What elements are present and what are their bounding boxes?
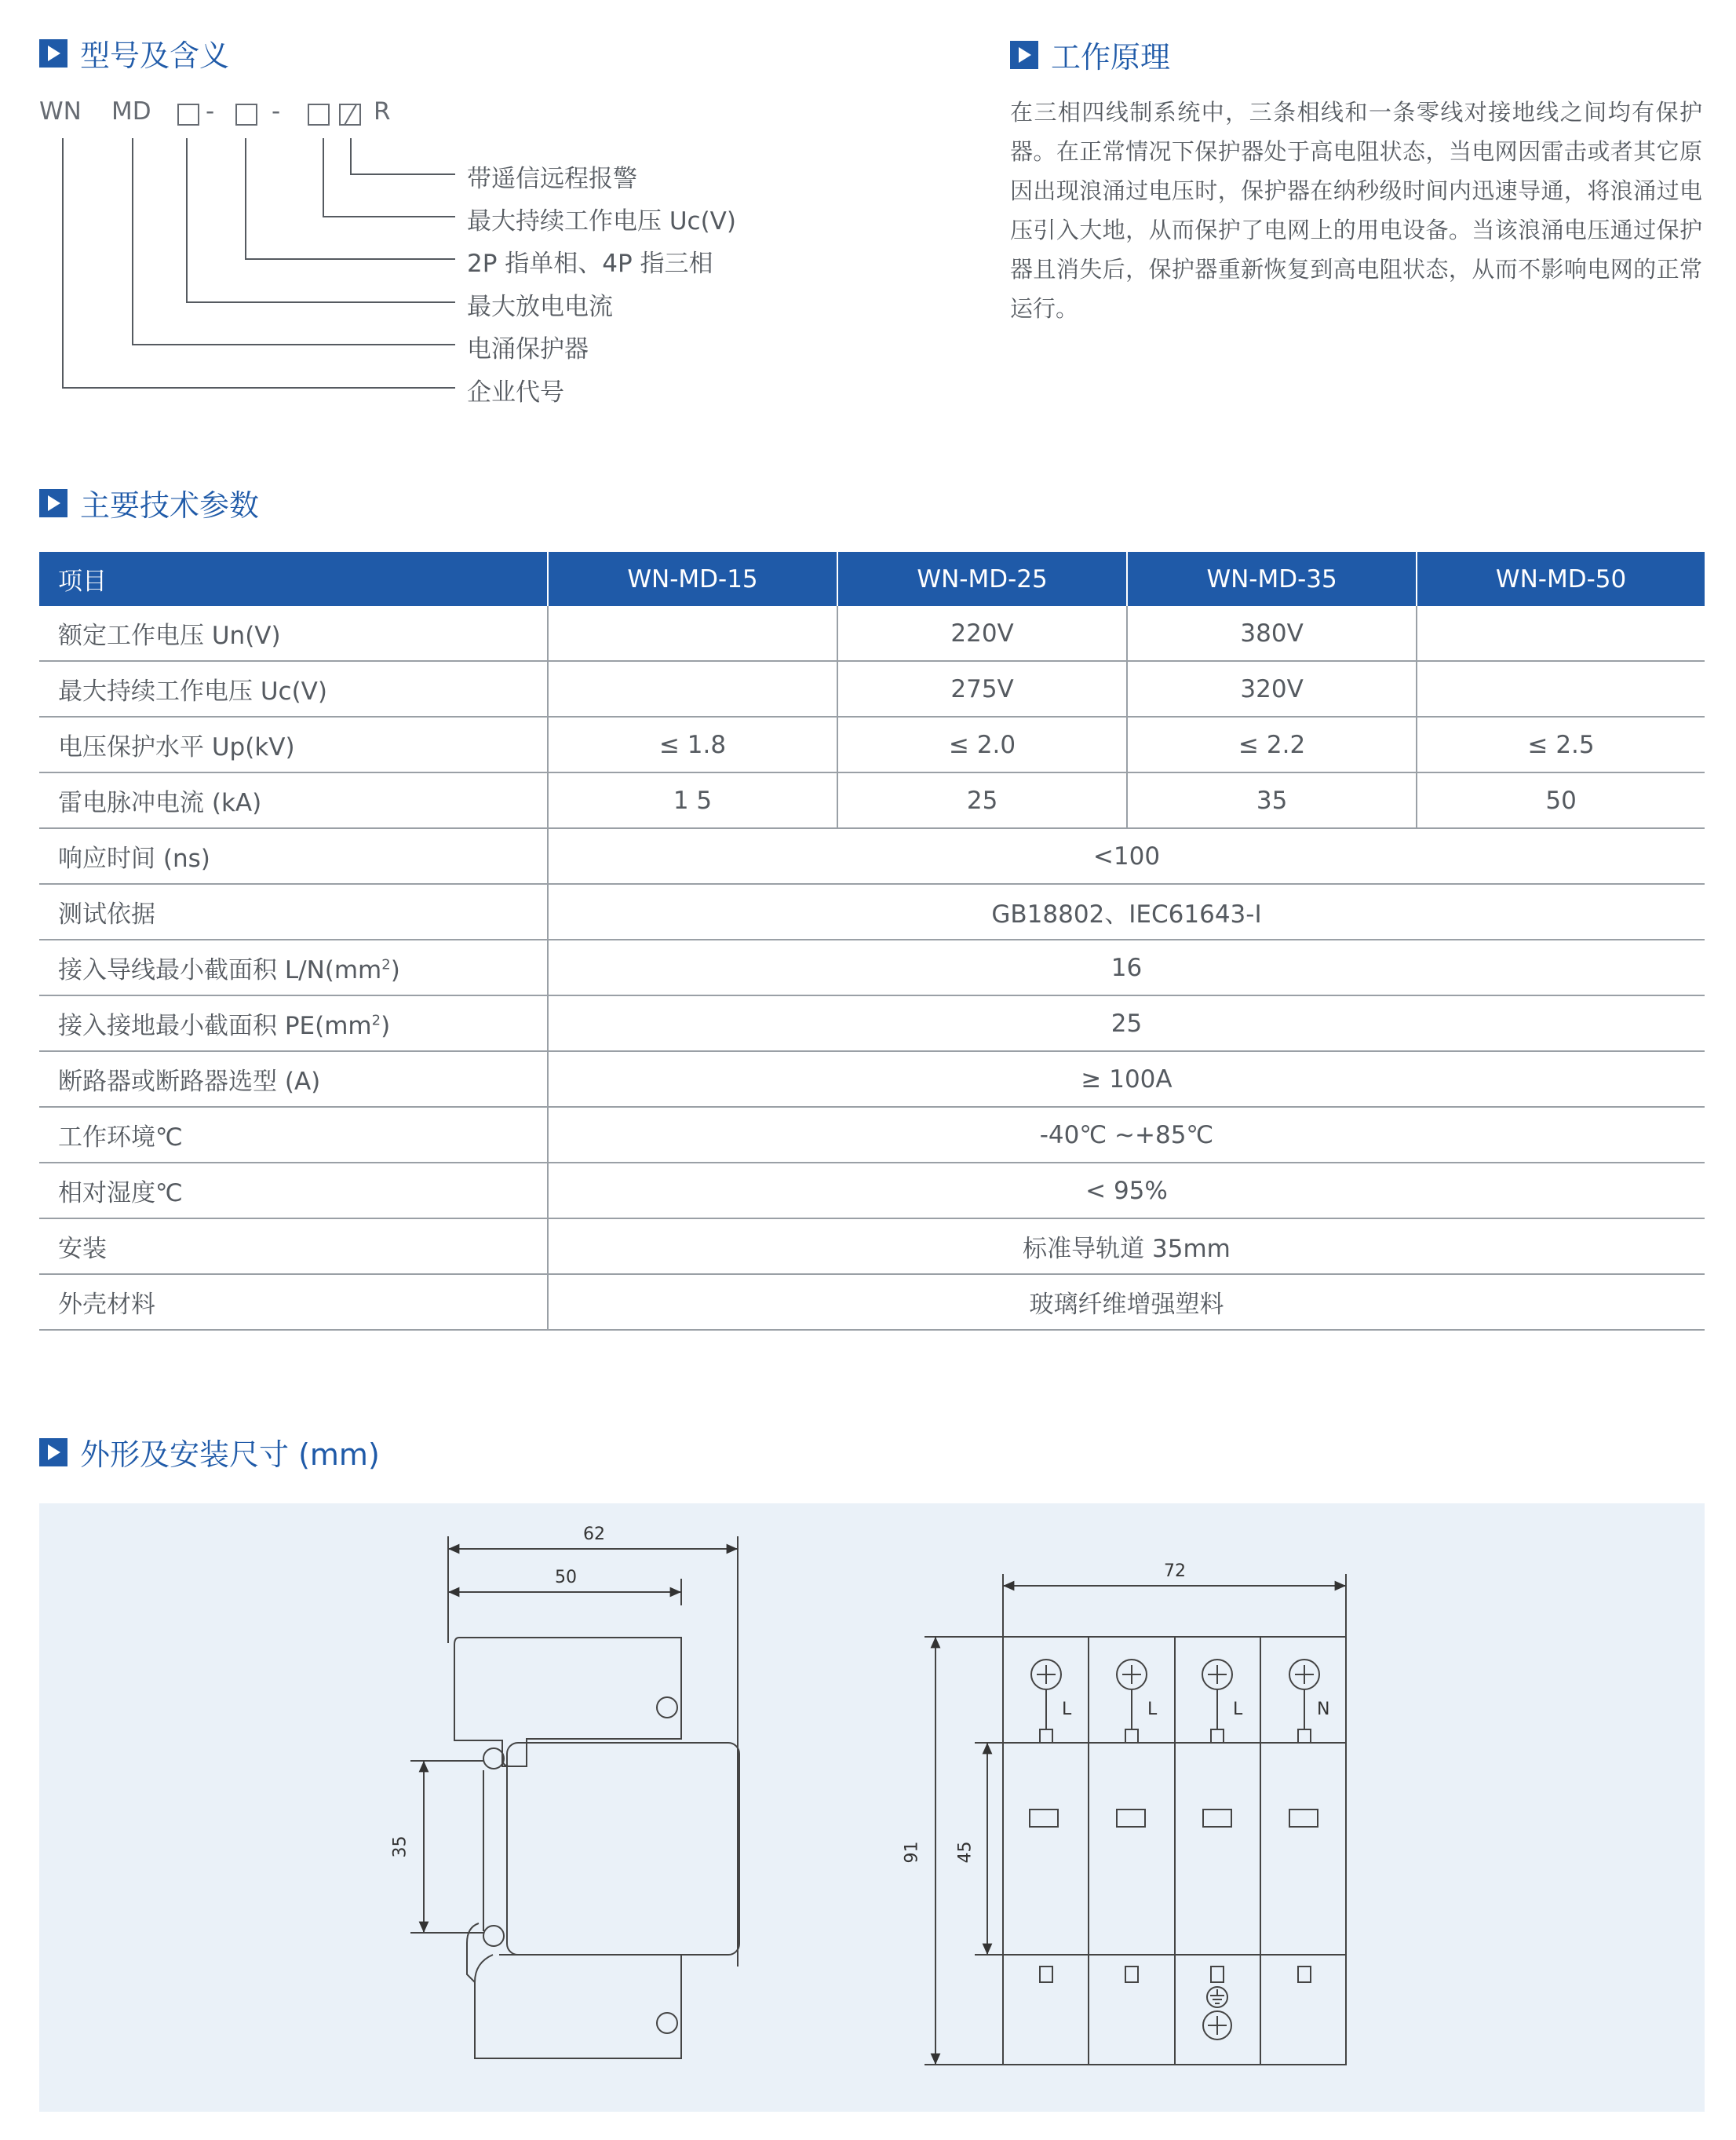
row-label: 工作环境℃ xyxy=(39,1107,548,1163)
table-header-row xyxy=(39,552,1705,606)
code-wn: WN xyxy=(39,97,82,126)
table-cell: 50 xyxy=(1417,772,1705,828)
legend-max-current: 最大放电电流 xyxy=(467,293,613,321)
table-cell: -40℃ ~+85℃ xyxy=(548,1107,1705,1163)
table-row xyxy=(39,940,1705,995)
dimension-drawings xyxy=(39,1503,1705,2112)
dim-label-50: 50 xyxy=(555,1568,577,1587)
table-cell xyxy=(548,661,837,717)
table-row xyxy=(39,884,1705,940)
row-label: 断路器或断路器选型 (A) xyxy=(39,1051,548,1107)
row-label: 测试依据 xyxy=(39,884,548,940)
table-cell xyxy=(1417,661,1705,717)
table-row xyxy=(39,1218,1705,1274)
code-dash: - xyxy=(272,97,281,126)
label-sup: 2 xyxy=(381,956,391,973)
table-cell: ≤ 2.0 xyxy=(837,717,1127,772)
header-model: WN-MD-15 xyxy=(548,552,837,606)
section-heading-dimensions xyxy=(39,1430,380,1474)
header-model: WN-MD-25 xyxy=(837,552,1127,606)
dimension-drawing-panel xyxy=(39,1503,1705,2112)
label-sup: 2 xyxy=(371,1012,381,1029)
table-cell: < 95% xyxy=(548,1163,1705,1218)
label-text: 接入接地最小截面积 PE(mm xyxy=(58,1012,372,1040)
section-heading-principle xyxy=(1010,33,1170,76)
table-cell: ≤ 2.5 xyxy=(1417,717,1705,772)
section-title: 外形及安装尺寸 (mm) xyxy=(80,1437,380,1472)
section-heading-spec xyxy=(39,481,259,524)
row-label: 额定工作电压 Un(V) xyxy=(39,606,548,661)
table-cell: GB18802、IEC61643-I xyxy=(548,884,1705,940)
table-row xyxy=(39,1051,1705,1107)
dim-label-72: 72 xyxy=(1164,1561,1186,1581)
table-cell: 25 xyxy=(548,995,1705,1051)
code-md: MD xyxy=(111,97,151,126)
legend-max-voltage: 最大持续工作电压 Uc(V) xyxy=(467,207,736,236)
front-view-drawing xyxy=(925,1574,1346,2065)
legend-spd: 电涌保护器 xyxy=(467,335,589,363)
terminal-label: L xyxy=(1233,1700,1243,1719)
table-cell: <100 xyxy=(548,828,1705,884)
section-title: 主要技术参数 xyxy=(80,488,260,523)
table-cell: 380V xyxy=(1127,606,1417,661)
play-triangle-icon xyxy=(39,1438,67,1466)
table-row xyxy=(39,995,1705,1051)
table-cell: 标准导轨道 35mm xyxy=(548,1218,1705,1274)
legend-poles: 2P 指单相、4P 指三相 xyxy=(467,250,713,278)
table-row xyxy=(39,606,1705,661)
table-row xyxy=(39,1274,1705,1330)
table-row xyxy=(39,1163,1705,1218)
table-row xyxy=(39,717,1705,772)
table-cell xyxy=(1417,606,1705,661)
table-row xyxy=(39,828,1705,884)
label-text: ) xyxy=(381,1012,391,1040)
play-triangle-icon xyxy=(39,489,67,517)
dim-label-91: 91 xyxy=(902,1841,922,1864)
table-cell xyxy=(548,606,837,661)
header-model: WN-MD-35 xyxy=(1127,552,1417,606)
label-text: ) xyxy=(390,956,400,984)
section-title: 型号及含义 xyxy=(80,38,230,73)
code-r: R xyxy=(374,97,391,126)
table-row xyxy=(39,1107,1705,1163)
section-title: 工作原理 xyxy=(1051,40,1171,75)
legend-remote-alarm: 带遥信远程报警 xyxy=(467,165,637,193)
table-cell: ≤ 2.2 xyxy=(1127,717,1417,772)
dim-label-45: 45 xyxy=(955,1841,976,1864)
table-row xyxy=(39,772,1705,828)
header-model: WN-MD-50 xyxy=(1417,552,1705,606)
legend-company-code: 企业代号 xyxy=(467,378,564,407)
table-row xyxy=(39,661,1705,717)
terminal-label: N xyxy=(1317,1700,1330,1719)
table-cell: ≥ 100A xyxy=(548,1051,1705,1107)
header-item: 项目 xyxy=(39,552,548,606)
table-cell: 25 xyxy=(837,772,1127,828)
table-cell: 1 5 xyxy=(548,772,837,828)
dim-label-62: 62 xyxy=(583,1525,605,1544)
label-text: 接入导线最小截面积 L/N(mm xyxy=(58,956,382,984)
table-cell: 320V xyxy=(1127,661,1417,717)
play-triangle-icon xyxy=(1010,41,1038,69)
side-view-drawing xyxy=(410,1536,739,2058)
table-cell: ≤ 1.8 xyxy=(548,717,837,772)
row-label: 雷电脉冲电流 (kA) xyxy=(39,772,548,828)
spec-table xyxy=(39,552,1705,1331)
row-label: 安装 xyxy=(39,1218,548,1274)
principle-paragraph: 在三相四线制系统中，三条相线和一条零线对接地线之间均有保护器。在正常情况下保护器处于高电阻状态，当电网因雷击或者其它原因出现浪涌过电压时，保护器在纳秒级时间内迅速导通，将浪涌过电压引入大地，从而保护了电网上的用电设备。当该浪涌电压通过保护器且消失后，保护器重新恢复到高电阻状态，从而不影响电网的正常运行。 xyxy=(1010,99,1702,322)
terminal-label: L xyxy=(1147,1700,1158,1719)
row-label xyxy=(39,995,548,1051)
row-label: 外壳材料 xyxy=(39,1274,548,1330)
dim-label-35: 35 xyxy=(390,1835,410,1858)
table-cell: 玻璃纤维增强塑料 xyxy=(548,1274,1705,1330)
row-label xyxy=(39,940,548,995)
row-label: 最大持续工作电压 Uc(V) xyxy=(39,661,548,717)
row-label: 电压保护水平 Up(kV) xyxy=(39,717,548,772)
row-label: 响应时间 (ns) xyxy=(39,828,548,884)
table-cell: 220V xyxy=(837,606,1127,661)
code-dash: - xyxy=(206,97,215,126)
table-cell: 35 xyxy=(1127,772,1417,828)
table-cell: 275V xyxy=(837,661,1127,717)
terminal-label: L xyxy=(1062,1700,1072,1719)
row-label: 相对湿度℃ xyxy=(39,1163,548,1218)
table-cell: 16 xyxy=(548,940,1705,995)
